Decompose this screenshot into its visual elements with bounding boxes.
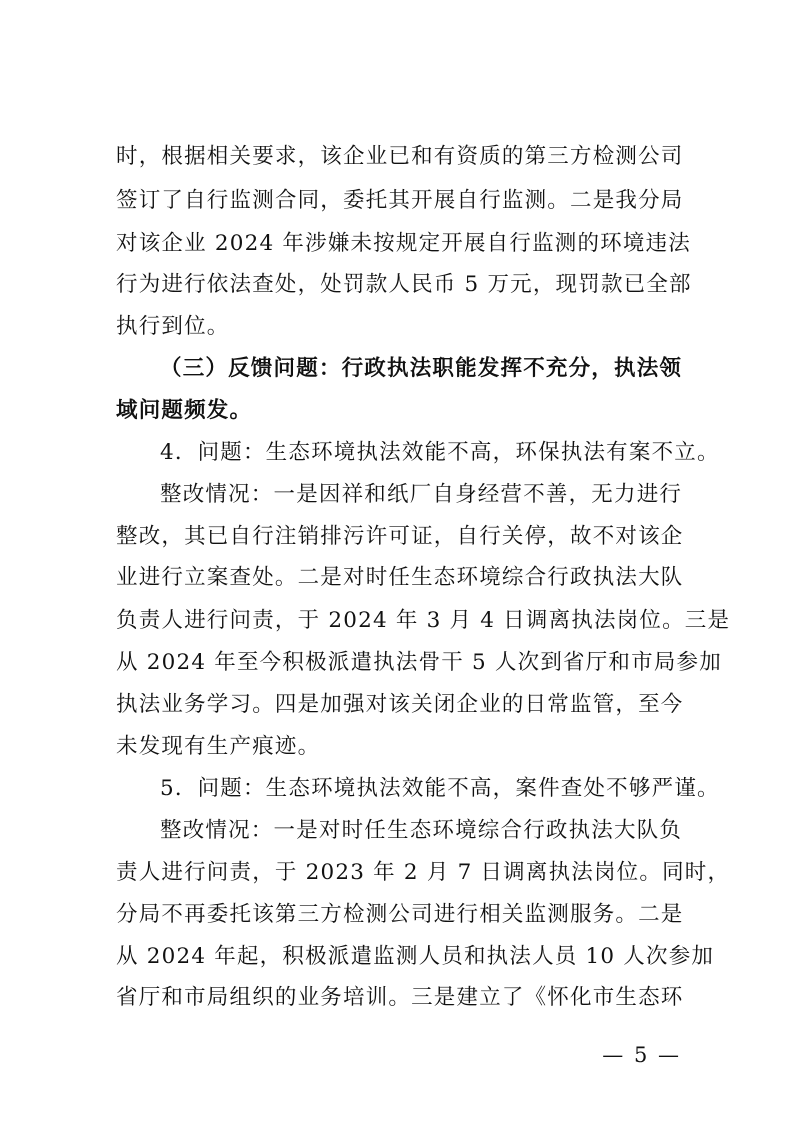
body-line: 执行到位。 — [116, 314, 230, 339]
body-line: 对该企业 2024 年涉嫌未按规定开展自行监测的环境违法 — [116, 231, 691, 256]
body-line: 时，根据相关要求，该企业已和有资质的第三方检测公司 — [116, 144, 684, 169]
body-line: 未发现有生产痕迹。 — [116, 734, 321, 759]
body-line: 业进行立案查处。二是对时任生态环境综合行政执法大队 — [116, 565, 684, 590]
rectification-paragraph: 整改情况：一是对时任生态环境综合行政执法大队负 — [160, 818, 683, 843]
section-heading: 域问题频发。 — [116, 398, 253, 423]
issue-heading: 5．问题：生态环境执法效能不高，案件查处不够严谨。 — [160, 776, 720, 801]
body-line: 责人进行问责，于 2023 年 2 月 7 日调离执法岗位。同时， — [116, 860, 731, 885]
rectification-paragraph: 整改情况：一是因祥和纸厂自身经营不善，无力进行 — [160, 482, 683, 507]
page-number: — 5 — — [602, 1043, 681, 1067]
body-line: 负责人进行问责，于 2024 年 3 月 4 日调离执法岗位。三是 — [116, 608, 731, 633]
body-line: 从 2024 年至今积极派遣执法骨干 5 人次到省厅和市局参加 — [116, 650, 722, 675]
section-heading: （三）反馈问题：行政执法职能发挥不充分，执法领 — [160, 356, 683, 381]
body-line: 签订了自行监测合同，委托其开展自行监测。二是我分局 — [116, 188, 684, 213]
issue-heading: 4．问题：生态环境执法效能不高，环保执法有案不立。 — [160, 440, 720, 465]
body-line: 执法业务学习。四是加强对该关闭企业的日常监管，至今 — [116, 692, 684, 717]
body-line: 分局不再委托该第三方检测公司进行相关监测服务。二是 — [116, 902, 684, 927]
body-line: 整改，其已自行注销排污许可证，自行关停，故不对该企 — [116, 524, 684, 549]
body-line: 省厅和市局组织的业务培训。三是建立了《怀化市生态环 — [116, 985, 684, 1010]
body-line: 行为进行依法查处，处罚款人民币 5 万元，现罚款已全部 — [116, 272, 692, 297]
body-line: 从 2024 年起，积极派遣监测人员和执法人员 10 人次参加 — [116, 944, 715, 969]
